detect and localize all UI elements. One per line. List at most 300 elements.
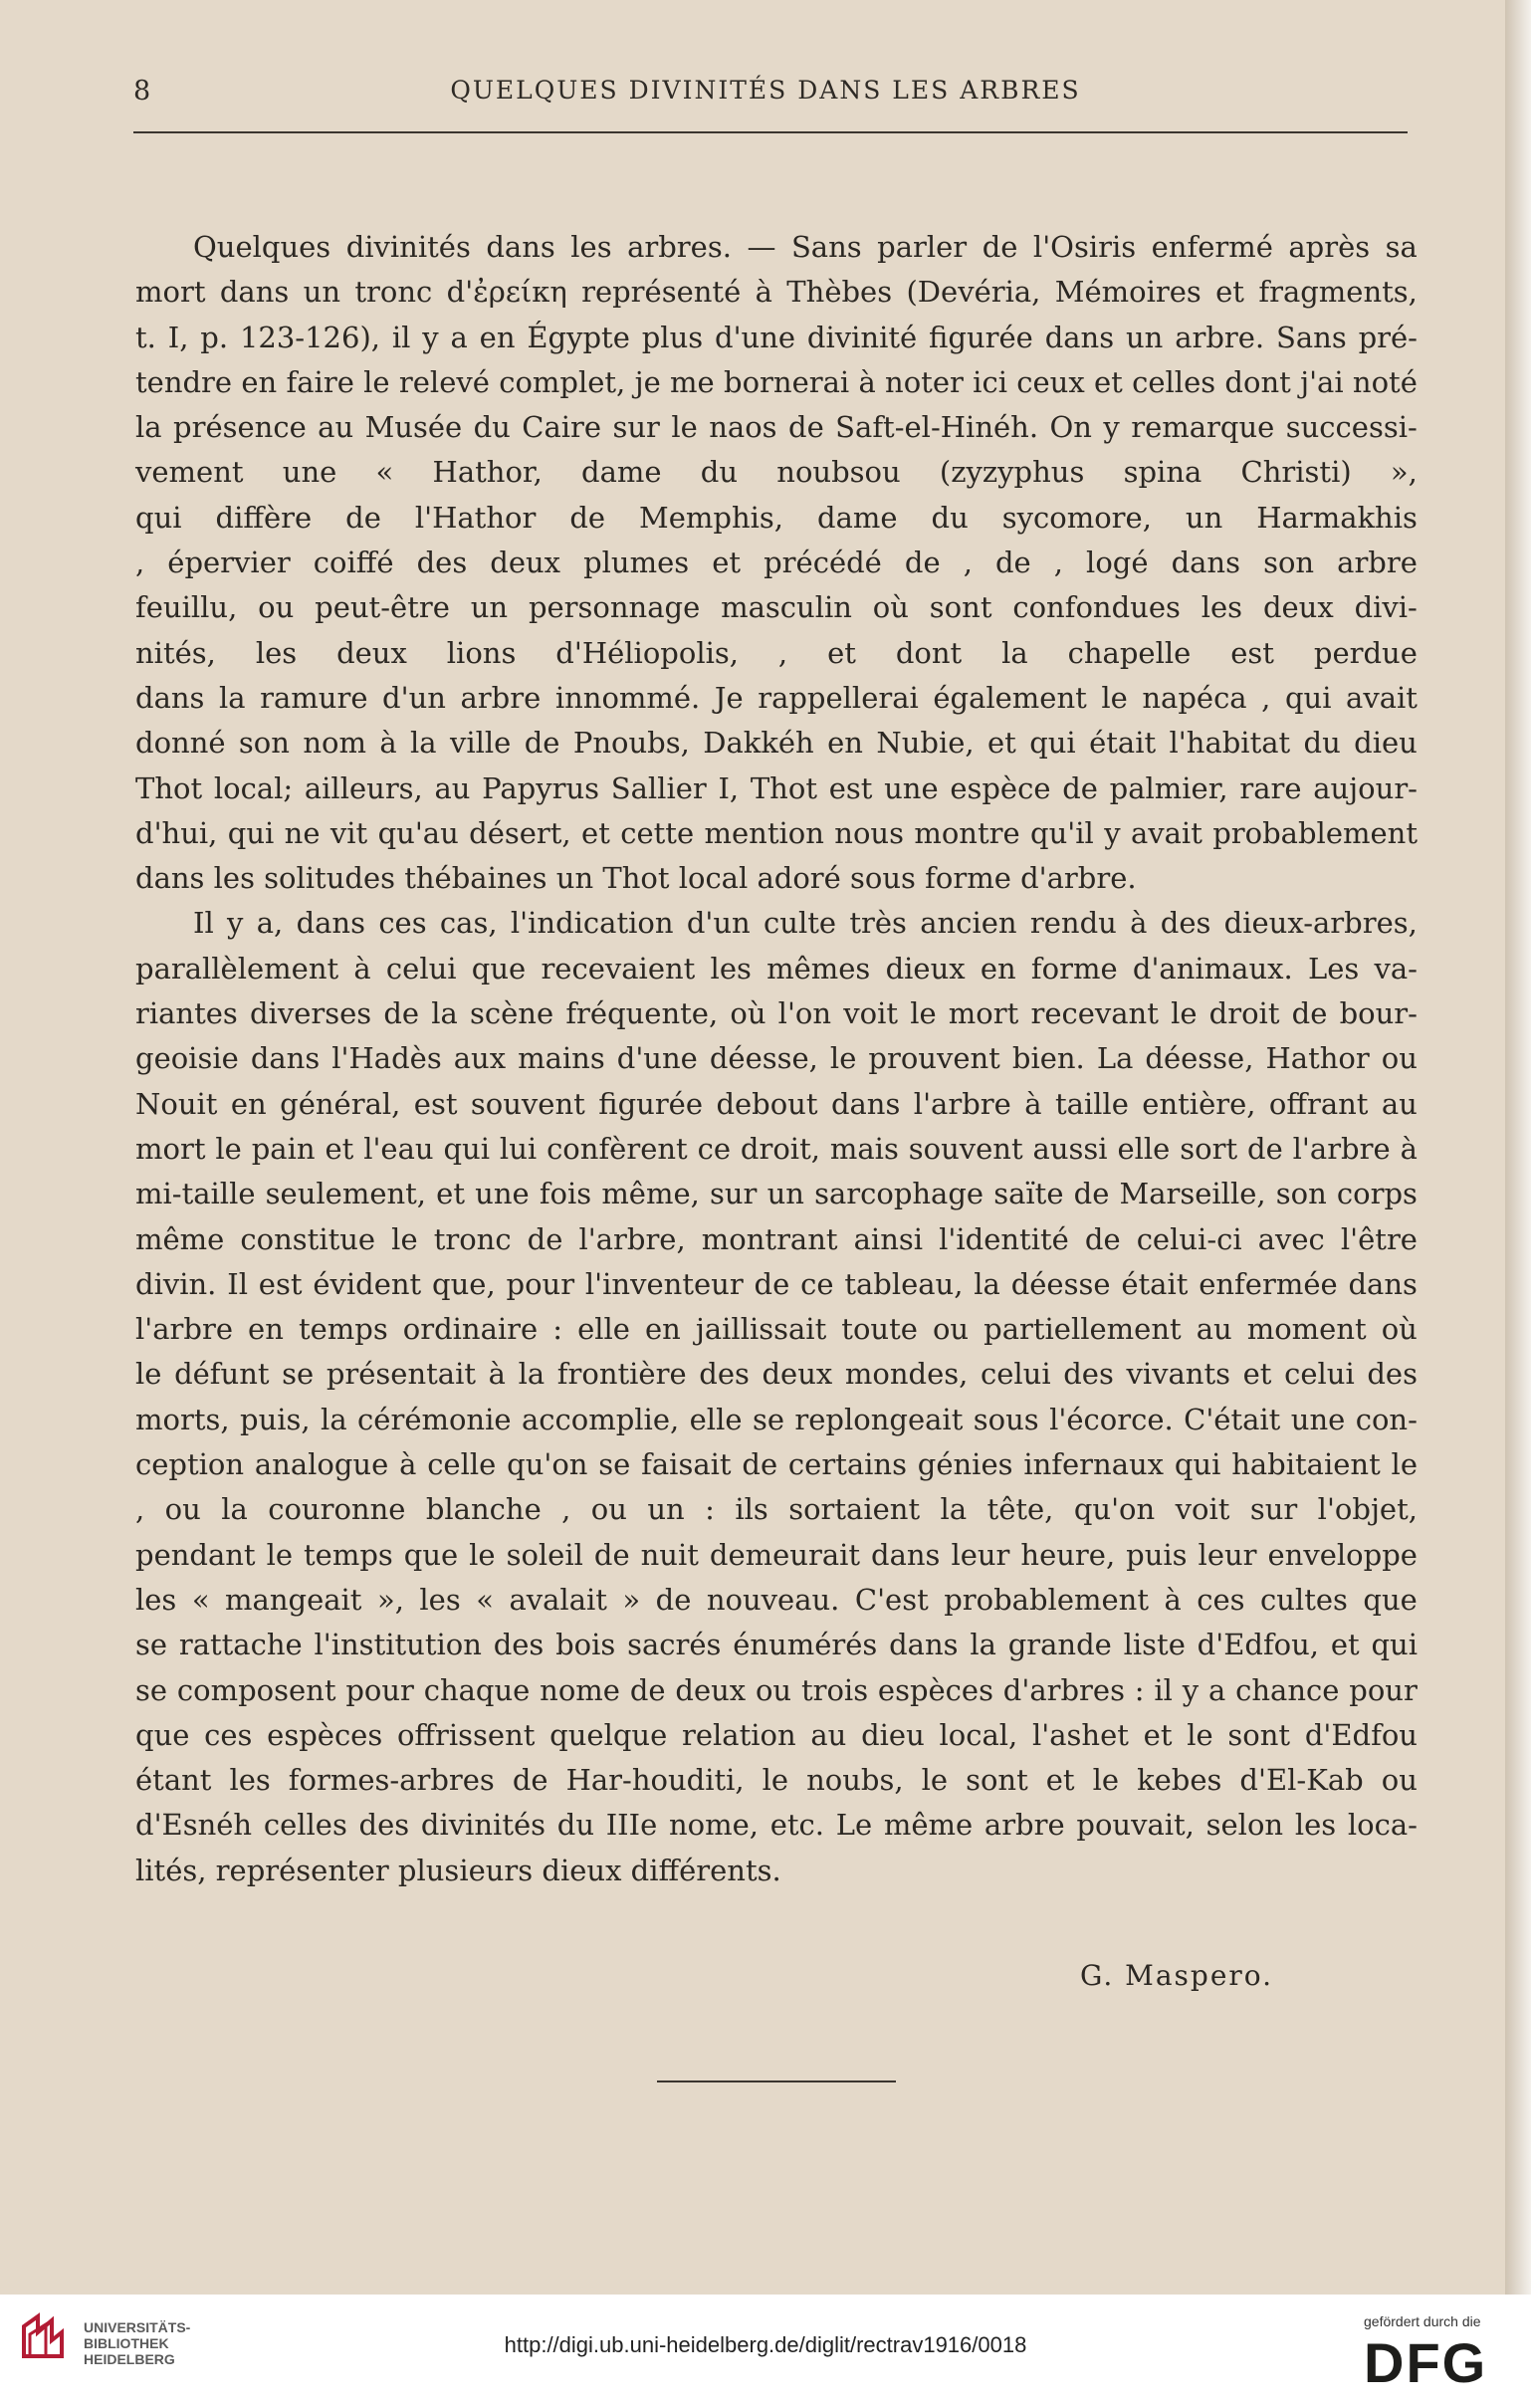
word: représenté [581, 275, 742, 310]
word: qu'on [507, 1447, 588, 1482]
word: sacrés [627, 1628, 722, 1662]
word: certains [787, 1447, 907, 1482]
word: morts, [135, 1402, 230, 1436]
word: à [1024, 1086, 1042, 1121]
word: elle [689, 1402, 743, 1436]
text-line [135, 811, 1418, 856]
word: à [1164, 1582, 1182, 1617]
word: noter [885, 364, 964, 399]
word: deux [490, 546, 561, 580]
word: C'était [1184, 1402, 1281, 1436]
word: au [318, 410, 354, 445]
word: au [1196, 1312, 1232, 1347]
word: figurée [929, 320, 1033, 354]
word: et [712, 546, 742, 580]
word: l'objet, [1317, 1492, 1418, 1527]
word: souvent [908, 1131, 1023, 1166]
word: temps [298, 1312, 388, 1347]
word: perdue [1313, 635, 1418, 670]
word: sur [612, 410, 660, 445]
word: l'on [777, 996, 832, 1031]
word: I, [718, 770, 740, 805]
word: la [410, 726, 437, 761]
word: qui [1029, 726, 1076, 761]
word: Le [835, 1808, 873, 1843]
word: où [730, 996, 766, 1031]
word: Égypte [527, 320, 630, 354]
word: celle [427, 1447, 497, 1482]
word: l'arbre [135, 1312, 233, 1347]
text-line [135, 1533, 1418, 1578]
word: tendre [135, 364, 233, 399]
dfg-logo: DFG [1364, 2331, 1488, 2394]
word: en [241, 364, 278, 399]
text-line [135, 1082, 1418, 1127]
word: sont [1227, 1717, 1291, 1752]
word: le [391, 1221, 418, 1256]
word: corps [1336, 1177, 1418, 1211]
word: à [353, 951, 371, 985]
word: puis, [240, 1402, 311, 1436]
text-line: lités, représenter plusieurs dieux différents. [135, 1853, 781, 1887]
word: a [1208, 1672, 1226, 1707]
word: nités, [135, 635, 216, 670]
word: rappellerai [758, 680, 919, 715]
word: va- [1374, 951, 1418, 985]
word: mondes, [844, 1357, 969, 1392]
word: le [1101, 680, 1128, 715]
word: celles [263, 1808, 347, 1843]
word: que, [432, 1266, 496, 1301]
word: l'ashet [1032, 1717, 1129, 1752]
word: et [1242, 1357, 1272, 1392]
text-line [135, 676, 1418, 721]
word: présentait [326, 1357, 477, 1392]
word: arbres. [627, 230, 732, 264]
word: les [135, 1582, 177, 1617]
word: dans [250, 1041, 321, 1076]
word: en [230, 1086, 267, 1121]
word: », [1390, 455, 1418, 490]
word: relation [682, 1717, 796, 1752]
word: deux [336, 635, 407, 670]
word: se [598, 1447, 631, 1482]
text-line [135, 1803, 1418, 1848]
word: scène [470, 996, 554, 1031]
word: l'indication [510, 906, 674, 941]
word: ou [258, 590, 295, 625]
word: espèces [267, 1717, 383, 1752]
word: dans [296, 906, 365, 941]
word: d'Edfou, [1197, 1628, 1320, 1662]
word: faisait [641, 1447, 732, 1482]
word: très [849, 906, 907, 941]
word: IIIe [605, 1808, 658, 1843]
word: un [647, 1492, 685, 1527]
word: figurée [598, 1086, 704, 1121]
word: mort [948, 996, 1019, 1031]
word: divin. [135, 1266, 217, 1301]
word: de [512, 1763, 548, 1798]
word: le [762, 1763, 789, 1798]
word: Mémoires [1054, 275, 1202, 310]
word: où [1381, 1312, 1418, 1347]
word: leur [951, 1537, 1010, 1572]
library-name-line: UNIVERSITÄTS- [84, 2319, 191, 2335]
word: dieu [861, 1717, 925, 1752]
word: un [1125, 320, 1164, 354]
word: ils [735, 1492, 768, 1527]
word: l'écorce. [1049, 1402, 1174, 1436]
word: les [710, 951, 752, 985]
word: sont [929, 590, 992, 625]
word: , [1053, 546, 1063, 580]
word: à [755, 275, 772, 310]
word: recevaient [541, 951, 696, 985]
word: du [473, 410, 511, 445]
word: nouveau. [706, 1582, 840, 1617]
word: , [1261, 680, 1271, 715]
text-line [135, 1172, 1418, 1216]
word: le [921, 1763, 949, 1798]
word: d'hui, [135, 815, 218, 850]
paragraph-1 [135, 225, 1418, 901]
word: y [227, 906, 244, 941]
word: le [1092, 1763, 1120, 1798]
word: : [705, 1492, 715, 1527]
word: des [416, 546, 468, 580]
word: puis [1126, 1537, 1188, 1572]
word: d'animaux. [1132, 951, 1293, 985]
word: ou [164, 1492, 201, 1527]
word: replongeait [794, 1402, 964, 1436]
text-line [135, 991, 1418, 1036]
word: liste [1123, 1628, 1186, 1662]
word: Hathor [1265, 1041, 1370, 1076]
word: arbre [460, 680, 542, 715]
word: et [1094, 364, 1123, 399]
word: La [1096, 1041, 1134, 1076]
word: celui-ci [1136, 1221, 1242, 1256]
word: enfermé [1151, 230, 1273, 264]
word: de [1084, 1221, 1121, 1256]
text-line [135, 225, 1418, 270]
word: épervier [167, 546, 291, 580]
word: , [561, 1492, 571, 1527]
word: et [1330, 1628, 1360, 1662]
word: de [1062, 770, 1098, 805]
word: et [827, 635, 856, 670]
word: bour- [1339, 996, 1418, 1031]
word: local; [213, 770, 294, 805]
word: couronne [268, 1492, 406, 1527]
word: était [1089, 726, 1157, 761]
word: à [379, 726, 397, 761]
word: les [229, 1763, 271, 1798]
word: celui [385, 951, 457, 985]
word: noté [1352, 364, 1418, 399]
word: dame [817, 500, 898, 535]
word: général, [280, 1086, 401, 1121]
word: son [1275, 1177, 1327, 1211]
word: infernaux [1023, 1447, 1165, 1482]
word: dans [1044, 320, 1115, 354]
word: Je [714, 680, 744, 715]
word: Thot [750, 770, 817, 805]
word: droit [1208, 996, 1280, 1031]
word: aussi [1032, 1131, 1108, 1166]
word: enveloppe [1267, 1537, 1418, 1572]
word: son [238, 726, 290, 761]
text-line [135, 766, 1418, 811]
word: la [321, 1402, 347, 1436]
word: le [469, 1537, 496, 1572]
text-line [135, 316, 1418, 360]
library-name-line: HEIDELBERG [84, 2351, 175, 2367]
word: Dakkéh [703, 726, 814, 761]
word: enfermée [1199, 1266, 1338, 1301]
word: ce [800, 1266, 834, 1301]
word: Sallier [610, 770, 707, 805]
word: l'Hadès [331, 1041, 442, 1076]
word: d'Edfou [1304, 1717, 1418, 1752]
word: Sans [790, 230, 862, 264]
page-edge-shadow [1505, 0, 1531, 2295]
word: de [754, 1266, 790, 1301]
word: Pnoubs, [572, 726, 690, 761]
word: ces [204, 1717, 253, 1752]
word: droit, [740, 1131, 820, 1166]
word: Quelques [193, 230, 331, 264]
word: y [422, 320, 439, 354]
word: après [1288, 230, 1371, 264]
word: qu'on [1073, 1492, 1156, 1527]
word: Memphis, [639, 500, 784, 535]
word: ou [590, 1492, 627, 1527]
word: aux [453, 1041, 507, 1076]
word: coiffé [313, 546, 394, 580]
word: lions [446, 635, 517, 670]
text-line [135, 1442, 1418, 1487]
word: palmier, [1109, 770, 1228, 805]
word: etc. [769, 1808, 824, 1843]
word: heure, [1020, 1537, 1116, 1572]
word: les [1294, 1808, 1337, 1843]
word: « [375, 455, 394, 490]
word: de [569, 500, 606, 535]
word: de [904, 546, 941, 580]
word: pouvait, [1076, 1808, 1195, 1843]
word: se [282, 1357, 315, 1392]
word: Nubie, [876, 726, 975, 761]
word: noubsou [776, 455, 901, 490]
word: de [383, 996, 420, 1031]
header-rule [133, 131, 1408, 133]
word: plumes [583, 546, 690, 580]
word: est [1230, 635, 1274, 670]
word: la [218, 680, 246, 715]
word: déesse [1010, 1266, 1111, 1301]
word: dieu [1354, 726, 1418, 761]
word: de [345, 500, 381, 535]
word: ceux [1016, 364, 1085, 399]
word: où [872, 590, 909, 625]
word: geoisie [135, 1041, 239, 1076]
word: dame [581, 455, 662, 490]
word: Marseille, [1119, 1177, 1266, 1211]
word: y [1103, 410, 1120, 445]
word: pré- [1358, 320, 1418, 354]
word: que [1363, 1582, 1418, 1617]
word: partiellement [984, 1312, 1182, 1347]
word: des [1160, 906, 1211, 941]
word: peut-être [315, 590, 450, 625]
word: ancien [920, 906, 1017, 941]
word: qui [1174, 1447, 1221, 1482]
word: qu'au [377, 815, 459, 850]
word: p. [200, 320, 229, 354]
word: le [363, 364, 390, 399]
word: la [431, 996, 458, 1031]
word: , [135, 1492, 145, 1527]
page-number: 8 [133, 76, 151, 107]
word: bois [555, 1628, 616, 1662]
word: tableau, [844, 1266, 964, 1301]
word: que [403, 1537, 459, 1572]
word: ce [697, 1131, 732, 1166]
word: parallèlement [135, 951, 339, 985]
word: tête, [986, 1492, 1054, 1527]
word: leur [1198, 1537, 1257, 1572]
word: toute [841, 1312, 918, 1347]
word: ou [932, 1312, 970, 1347]
word: rare [1239, 770, 1302, 805]
word: dont [1224, 364, 1291, 399]
word: Thot [135, 770, 203, 805]
word: de [524, 726, 560, 761]
word: formes-arbres [288, 1763, 495, 1798]
word: même [883, 1808, 974, 1843]
word: feuillu, [135, 590, 238, 625]
text-line [135, 1398, 1418, 1442]
source-url-link[interactable]: http://digi.ub.uni-heidelberg.de/diglit/rectrav1916/0018 [504, 2332, 1027, 2357]
word: voit [843, 996, 899, 1031]
word: nome, [668, 1808, 759, 1843]
word: logé [1086, 546, 1149, 580]
word: les [255, 635, 298, 670]
word: il [391, 320, 411, 354]
word: ou [1381, 1763, 1418, 1798]
word: C'est [854, 1582, 929, 1617]
word: énumérés [733, 1628, 878, 1662]
word: qui [135, 500, 182, 535]
word: naos [709, 410, 777, 445]
word: vit [329, 815, 368, 850]
word: sont [966, 1763, 1028, 1798]
word: de [1073, 1177, 1110, 1211]
word: divinité [806, 320, 918, 354]
word: rattache [178, 1628, 303, 1662]
word: ordinaire [402, 1312, 539, 1347]
word: génies [917, 1447, 1013, 1482]
word: dans [830, 1086, 901, 1121]
word: qui [1284, 680, 1332, 715]
word: relevé [398, 364, 490, 399]
word: « [191, 1582, 210, 1617]
word: des [1367, 1357, 1418, 1392]
word: a [450, 320, 468, 354]
word: dans [871, 1537, 941, 1572]
word: donné [135, 726, 226, 761]
word: arbre [1337, 546, 1418, 580]
word: culte [764, 906, 837, 941]
word: forme [1030, 951, 1118, 985]
word: à [858, 364, 876, 399]
word: probablement [944, 1582, 1149, 1617]
text-line [135, 1036, 1418, 1081]
word: fois [539, 1177, 592, 1211]
word: trois [800, 1672, 869, 1707]
word: fréquente, [565, 996, 719, 1031]
word: l'Osiris [1032, 230, 1137, 264]
text-line [135, 1668, 1418, 1713]
word: le [135, 1357, 162, 1392]
word: divinités [345, 230, 471, 264]
word: le [829, 1041, 857, 1076]
word: y [1104, 815, 1121, 850]
word: remarque [1131, 410, 1275, 445]
text-line [135, 1758, 1418, 1803]
word: dans [486, 230, 555, 264]
word: des [699, 1357, 750, 1392]
word: l'identité [939, 1221, 1069, 1256]
word: », [376, 1582, 404, 1617]
word: deux [675, 1672, 747, 1707]
word: celles [1132, 364, 1216, 399]
word: également [933, 680, 1087, 715]
word: Il [193, 906, 214, 941]
word: l'arbre [1292, 1131, 1391, 1166]
word: avalait [509, 1582, 607, 1617]
word: ou [1381, 1041, 1418, 1076]
word: arbre. [1175, 320, 1265, 354]
word: a, [256, 906, 284, 941]
word: riantes [135, 996, 238, 1031]
word: un [303, 275, 341, 310]
word: de [593, 1537, 630, 1572]
word: diffère [215, 500, 313, 535]
word: jaillissait [695, 1312, 827, 1347]
word: pour [345, 1672, 414, 1707]
word: du [931, 500, 969, 535]
word: dont [895, 635, 963, 670]
word: le [215, 1131, 242, 1166]
word: probablement [1212, 815, 1418, 850]
word: qui [1371, 1628, 1418, 1662]
word: qui [227, 815, 275, 850]
word: était [1121, 1266, 1189, 1301]
word: arbre [984, 1808, 1065, 1843]
word: Papyrus [482, 770, 600, 805]
word: , [777, 635, 788, 670]
word: la [1001, 635, 1028, 670]
word: en [827, 726, 863, 761]
word: y [1182, 1672, 1200, 1707]
word: montrant [701, 1221, 838, 1256]
word: l'inventeur [584, 1266, 744, 1301]
word: la [940, 1492, 968, 1527]
word: défunt [174, 1357, 270, 1392]
